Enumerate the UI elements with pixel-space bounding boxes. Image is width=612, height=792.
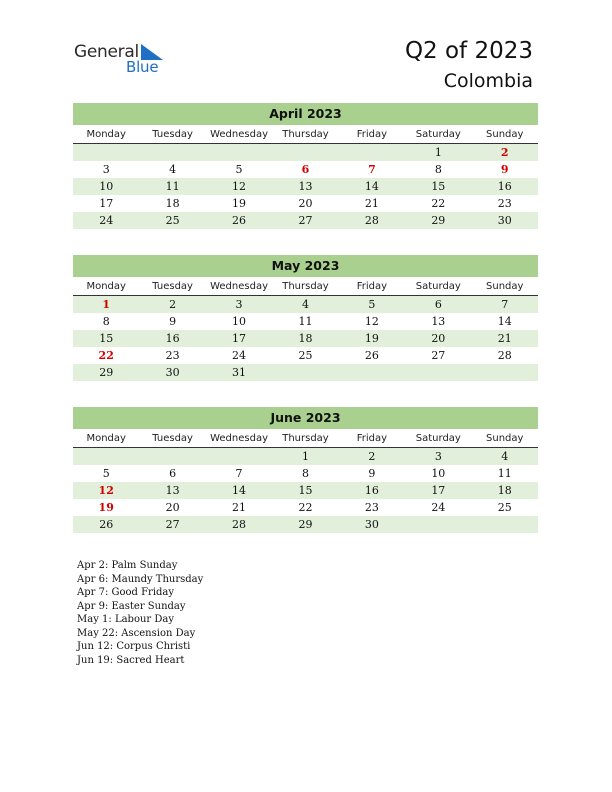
- day-cell: 13: [431, 315, 446, 328]
- day-cell: 6: [434, 298, 442, 311]
- day-cell: 25: [497, 501, 512, 514]
- empty-day-cell: [206, 144, 272, 161]
- day-cell: 16: [364, 484, 379, 497]
- week-row: [73, 465, 538, 482]
- day-cell: 26: [364, 349, 379, 362]
- holiday-list-item: May 1: Labour Day: [77, 614, 174, 625]
- day-cell: 20: [431, 332, 446, 345]
- weekday-label: Friday: [356, 433, 388, 444]
- day-cell: 16: [165, 332, 180, 345]
- week-row: [73, 212, 538, 229]
- day-cell: 20: [298, 197, 313, 210]
- month-title: June 2023: [73, 407, 538, 429]
- day-cell: 25: [165, 214, 180, 227]
- day-cell: 6: [169, 467, 177, 480]
- holiday-list: [77, 559, 203, 667]
- empty-day-cell: [272, 144, 338, 161]
- day-cell: 30: [364, 518, 379, 531]
- day-cell: 15: [431, 180, 446, 193]
- holiday-list-item: Jun 19: Sacred Heart: [77, 654, 185, 666]
- day-cell: 22: [431, 197, 446, 210]
- day-cell: 15: [99, 332, 114, 345]
- empty-day-cell: [73, 144, 139, 161]
- day-cell: 4: [169, 163, 177, 176]
- day-cell: 12: [364, 315, 379, 328]
- page-subtitle: Colombia: [443, 70, 533, 92]
- day-cell: 13: [165, 484, 180, 497]
- weekday-label: Friday: [356, 129, 388, 140]
- empty-day-cell: [73, 448, 139, 465]
- day-cell: 27: [165, 518, 180, 531]
- day-cell: 10: [232, 315, 247, 328]
- week-row: [73, 347, 538, 364]
- day-cell: 2: [368, 450, 376, 463]
- day-cell: 30: [497, 214, 512, 227]
- day-cell: 3: [434, 450, 442, 463]
- day-cell: 19: [364, 332, 379, 345]
- day-cell: 5: [235, 163, 243, 176]
- weekday-label: Wednesday: [210, 281, 268, 292]
- day-cell: 18: [165, 197, 180, 210]
- holiday-list-item: Apr 2: Palm Sunday: [77, 560, 178, 571]
- day-cell: 14: [364, 180, 379, 193]
- day-cell: 28: [232, 518, 247, 531]
- holiday-list-item: Jun 12: Corpus Christi: [77, 641, 191, 652]
- day-cell: 9: [368, 467, 376, 480]
- empty-day-cell: [339, 144, 405, 161]
- day-cell: 14: [497, 315, 512, 328]
- day-cell: 24: [431, 501, 446, 514]
- page-title: Q2 of 2023: [404, 38, 533, 64]
- day-cell: 10: [99, 180, 114, 193]
- month-calendar-april: [73, 103, 538, 229]
- weekday-label: Wednesday: [210, 129, 268, 140]
- weekday-label: Sunday: [486, 281, 524, 292]
- weekday-header-row: [73, 125, 538, 144]
- day-cell: 19: [232, 197, 247, 210]
- weekday-label: Thursday: [282, 433, 329, 444]
- weekday-header-row: [73, 277, 538, 296]
- holiday-day-cell: 7: [368, 163, 376, 176]
- day-cell: 17: [232, 332, 247, 345]
- weekday-label: Tuesday: [152, 433, 193, 444]
- day-cell: 8: [102, 315, 110, 328]
- day-cell: 17: [99, 197, 114, 210]
- day-cell: 23: [165, 349, 180, 362]
- day-cell: 26: [99, 518, 114, 531]
- week-row: [73, 364, 538, 381]
- day-cell: 27: [298, 214, 313, 227]
- day-cell: 14: [232, 484, 247, 497]
- day-cell: 17: [431, 484, 446, 497]
- weekday-label: Monday: [86, 129, 126, 140]
- day-cell: 15: [298, 484, 313, 497]
- day-cell: 4: [501, 450, 509, 463]
- month-title: May 2023: [73, 255, 538, 277]
- weekday-label: Tuesday: [152, 281, 193, 292]
- holiday-day-cell: 6: [301, 163, 310, 176]
- holiday-list-item: Apr 6: Maundy Thursday: [77, 573, 204, 585]
- day-cell: 12: [232, 180, 247, 193]
- empty-day-cell: [472, 516, 538, 533]
- week-row: [73, 178, 538, 195]
- logo-text-blue: Blue: [126, 58, 159, 76]
- weekday-label: Monday: [86, 281, 126, 292]
- holiday-list-item: Apr 7: Good Friday: [77, 587, 175, 598]
- day-cell: 4: [301, 298, 309, 311]
- logo: [74, 42, 184, 78]
- weekday-label: Wednesday: [210, 433, 268, 444]
- day-cell: 5: [102, 467, 110, 480]
- empty-day-cell: [206, 448, 272, 465]
- month-calendar-may: [73, 255, 538, 381]
- week-row: [73, 296, 538, 313]
- day-cell: 11: [497, 467, 512, 480]
- day-cell: 11: [298, 315, 313, 328]
- holiday-day-cell: 12: [98, 484, 114, 497]
- day-cell: 30: [165, 366, 180, 379]
- day-cell: 7: [501, 298, 509, 311]
- empty-day-cell: [139, 448, 205, 465]
- weekday-label: Thursday: [282, 281, 329, 292]
- holiday-day-cell: 22: [98, 349, 114, 362]
- weekday-label: Sunday: [486, 433, 524, 444]
- logo-text-general: General: [74, 42, 139, 62]
- day-cell: 5: [368, 298, 376, 311]
- day-cell: 28: [364, 214, 379, 227]
- weekday-label: Tuesday: [152, 129, 193, 140]
- day-cell: 3: [235, 298, 243, 311]
- week-row: [73, 195, 538, 212]
- week-row: [73, 313, 538, 330]
- week-row: [73, 448, 538, 465]
- holiday-list-item: Apr 9: Easter Sunday: [77, 600, 186, 612]
- day-cell: 13: [298, 180, 313, 193]
- empty-day-cell: [339, 364, 405, 381]
- day-cell: 18: [298, 332, 313, 345]
- weekday-label: Sunday: [486, 129, 524, 140]
- day-cell: 20: [165, 501, 180, 514]
- week-row: [73, 330, 538, 347]
- weekday-label: Friday: [356, 281, 388, 292]
- day-cell: 8: [301, 467, 309, 480]
- day-cell: 16: [497, 180, 512, 193]
- holiday-day-cell: 19: [98, 501, 114, 514]
- day-cell: 9: [169, 315, 177, 328]
- day-cell: 25: [298, 349, 313, 362]
- day-cell: 10: [431, 467, 446, 480]
- holiday-day-cell: 2: [500, 146, 509, 159]
- day-cell: 22: [298, 501, 313, 514]
- holiday-day-cell: 9: [500, 163, 509, 176]
- empty-day-cell: [405, 364, 471, 381]
- month-title: April 2023: [73, 103, 538, 125]
- week-row: [73, 144, 538, 161]
- day-cell: 24: [232, 349, 247, 362]
- day-cell: 11: [165, 180, 180, 193]
- day-cell: 26: [232, 214, 247, 227]
- day-cell: 31: [232, 366, 247, 379]
- day-cell: 21: [232, 501, 247, 514]
- weekday-label: Monday: [86, 433, 126, 444]
- weekday-label: Thursday: [282, 129, 329, 140]
- day-cell: 27: [431, 349, 446, 362]
- empty-day-cell: [272, 364, 338, 381]
- day-cell: 23: [497, 197, 512, 210]
- day-cell: 7: [235, 467, 243, 480]
- holiday-list-item: May 22: Ascension Day: [77, 627, 196, 639]
- month-calendar-june: [73, 407, 538, 533]
- day-cell: 2: [169, 298, 177, 311]
- day-cell: 3: [102, 163, 110, 176]
- day-cell: 1: [434, 146, 442, 159]
- day-cell: 18: [497, 484, 512, 497]
- empty-day-cell: [139, 144, 205, 161]
- weekday-header-row: [73, 429, 538, 448]
- week-row: [73, 161, 538, 178]
- holiday-day-cell: 1: [102, 298, 111, 311]
- weekday-label: Saturday: [415, 129, 461, 140]
- empty-day-cell: [405, 516, 471, 533]
- week-row: [73, 516, 538, 533]
- day-cell: 21: [364, 197, 379, 210]
- day-cell: 29: [431, 214, 446, 227]
- weekday-label: Saturday: [415, 433, 461, 444]
- day-cell: 8: [434, 163, 442, 176]
- week-row: [73, 482, 538, 499]
- empty-day-cell: [472, 364, 538, 381]
- day-cell: 28: [497, 349, 512, 362]
- week-row: [73, 499, 538, 516]
- day-cell: 1: [301, 450, 309, 463]
- day-cell: 24: [99, 214, 114, 227]
- day-cell: 21: [497, 332, 512, 345]
- weekday-label: Saturday: [415, 281, 461, 292]
- day-cell: 29: [99, 366, 114, 379]
- day-cell: 29: [298, 518, 313, 531]
- day-cell: 23: [364, 501, 379, 514]
